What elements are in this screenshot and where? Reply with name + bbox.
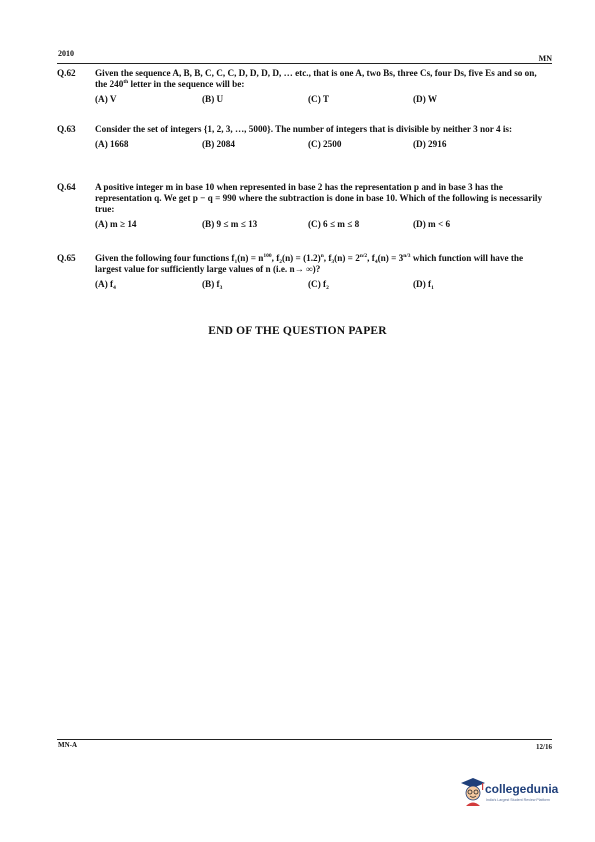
option-d: (D) 2916 <box>413 139 447 149</box>
option-b: (B) 2084 <box>202 139 235 149</box>
collegedunia-watermark <box>460 776 570 816</box>
question-62 <box>57 68 549 106</box>
brand-name: collegedunia <box>485 782 559 796</box>
question-text: Given the following four functions $f_1(n) = n^{100}$, $f_2(n) = (1.2)^n$, $f_3(n) = 2^{n/2}$, $f_4(n) = 3^{n/3}$ which function will have the largest value for sufficiently large values of n (i.e. n→ ∞)? <box>95 253 524 274</box>
option-a: (A) 1668 <box>95 139 129 149</box>
brand-tagline: India's Largest Student Review Platform <box>486 798 550 802</box>
options <box>95 279 549 291</box>
question-number: Q.62 <box>57 68 76 78</box>
question-text: A positive integer m in base 10 when represented in base 2 has the representation p and in base 3 has the representation q. We get p − q = 990 where the subtraction is done in base 10. Which of the following is necessarily true: <box>95 182 543 214</box>
option-d: (D) W <box>413 94 438 104</box>
footer-divider <box>57 739 552 740</box>
graduate-mascot-icon <box>460 776 486 806</box>
header-divider <box>57 63 552 64</box>
question-64 <box>57 182 549 231</box>
options <box>95 94 549 106</box>
question-63 <box>57 124 549 151</box>
option-d: (D) m < 6 <box>413 219 451 229</box>
question-text: Consider the set of integers {1, 2, 3, …, 5000}. The number of integers that is divisible by neither 3 nor 4 is: <box>95 124 513 134</box>
footer-page-number: 12/16 <box>536 743 552 751</box>
option-b: (B) $f_3$ <box>202 279 223 291</box>
question-number: Q.63 <box>57 124 76 134</box>
question-65 <box>57 253 549 291</box>
option-c: (C) T <box>308 94 330 104</box>
question-text: Given the sequence A, B, B, C, C, C, D, D, D, D, … etc., that is one A, two Bs, three Cs, four Ds, five Es and so on, the 240th letter in the sequence will be: <box>95 68 537 89</box>
option-a: (A) V <box>95 94 117 104</box>
option-c: (C) $f_2$ <box>308 279 329 291</box>
option-c: (C) 6 ≤ m ≤ 8 <box>308 219 360 229</box>
option-a: (A) m ≥ 14 <box>95 219 137 229</box>
question-number: Q.65 <box>57 253 76 263</box>
option-b: (B) 9 ≤ m ≤ 13 <box>202 219 258 229</box>
option-b: (B) U <box>202 94 224 104</box>
option-c: (C) 2500 <box>308 139 342 149</box>
header-year: 2010 <box>58 49 74 58</box>
option-d: (D) $f_1$ <box>413 279 434 291</box>
option-a: (A) $f_4$ <box>95 279 116 291</box>
options <box>95 139 549 151</box>
options <box>95 219 549 231</box>
header-paper-code: MN <box>538 54 552 63</box>
footer-paper-code: MN-A <box>58 741 78 749</box>
end-of-paper-heading: END OF THE QUESTION PAPER <box>208 325 387 337</box>
question-number: Q.64 <box>57 182 76 192</box>
